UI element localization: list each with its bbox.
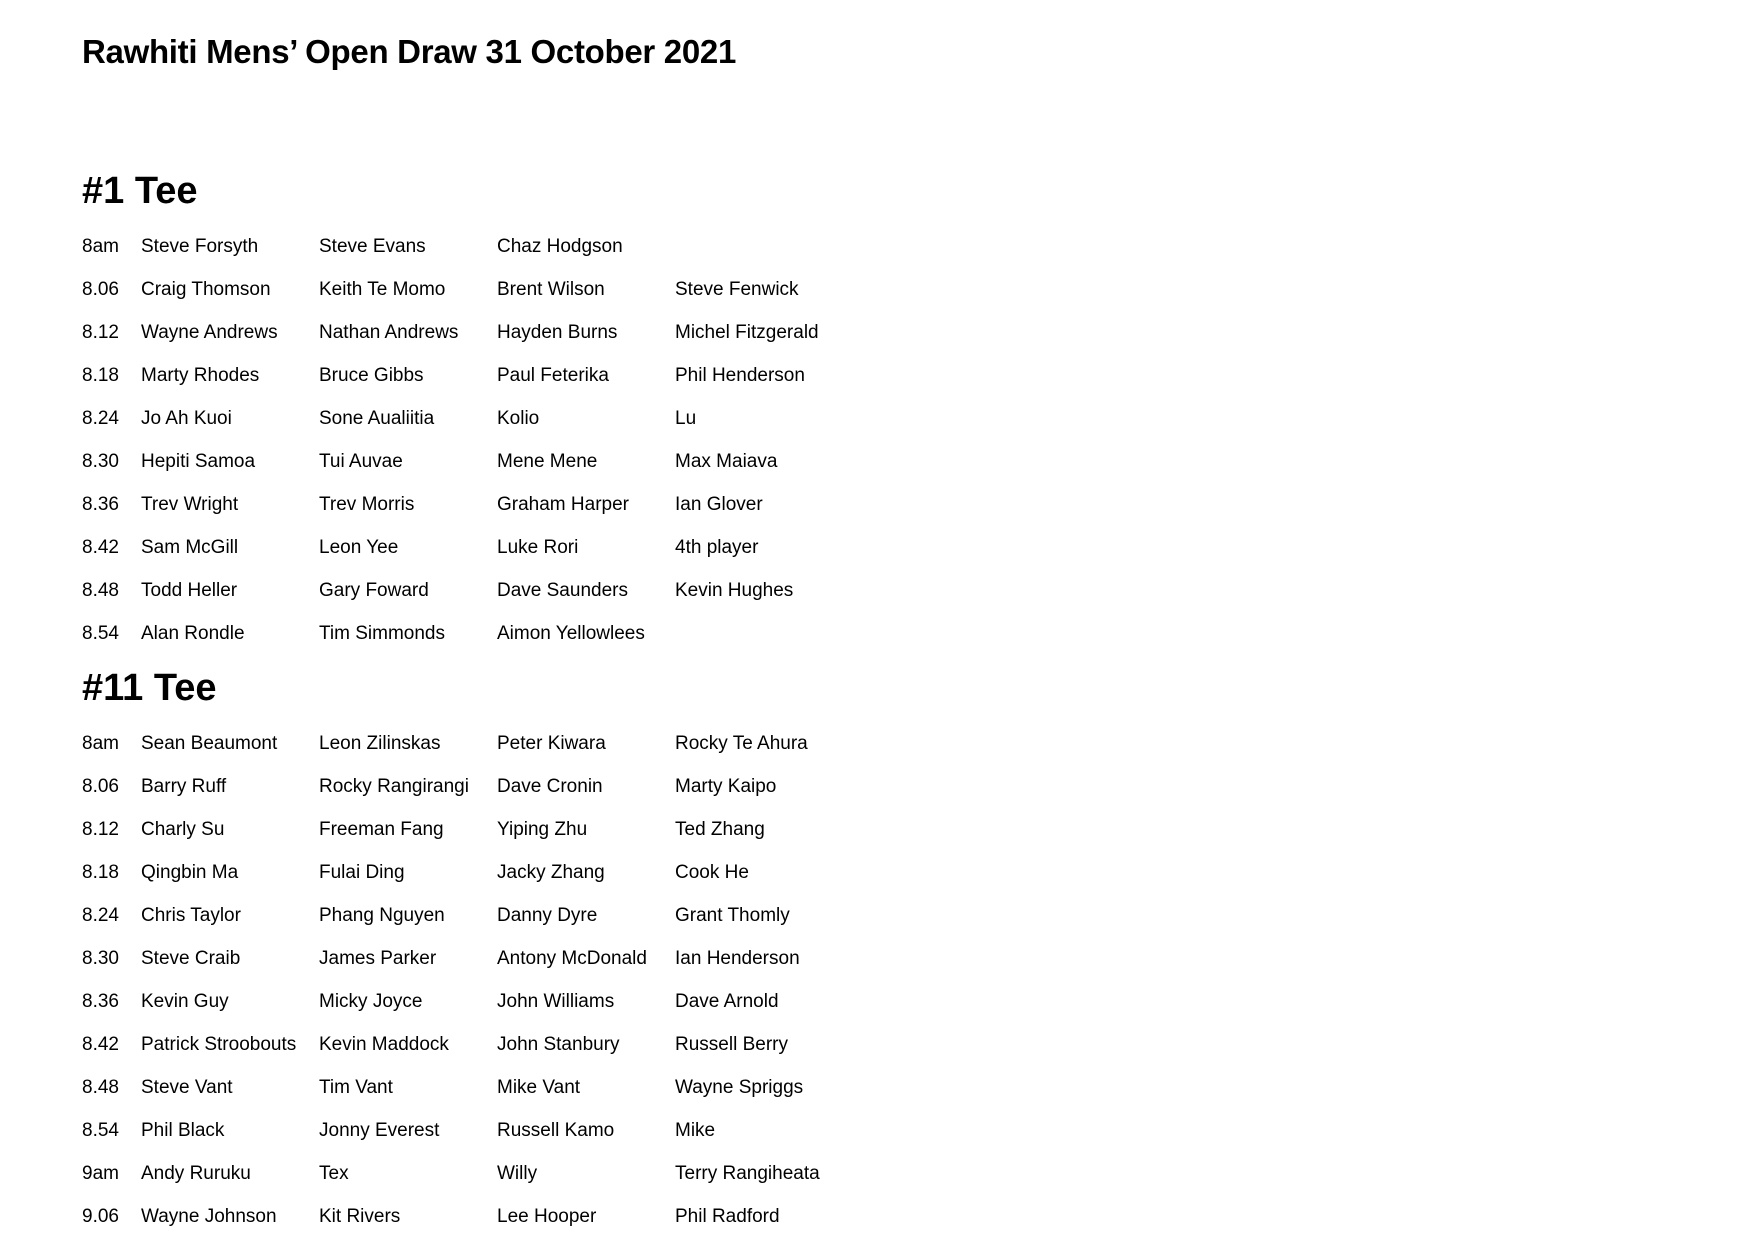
player-name: Lee Hooper bbox=[497, 1205, 597, 1227]
player-name: Kevin Guy bbox=[141, 990, 229, 1012]
player-name: Steve Vant bbox=[141, 1076, 233, 1098]
document-title: Rawhiti Mens’ Open Draw 31 October 2021 bbox=[82, 33, 737, 70]
player-name: Leon Zilinskas bbox=[319, 732, 441, 754]
player-name: Fulai Ding bbox=[319, 861, 405, 883]
tee-time: 8.30 bbox=[82, 947, 119, 969]
table-row bbox=[82, 937, 853, 980]
draw-table-tee-1 bbox=[82, 225, 853, 655]
tee-time: 8am bbox=[82, 235, 119, 257]
player-name: Micky Joyce bbox=[319, 990, 423, 1012]
table-row bbox=[82, 1023, 853, 1066]
table-row bbox=[82, 1066, 853, 1109]
player-name: Marty Rhodes bbox=[141, 364, 260, 386]
tee-time: 8.12 bbox=[82, 818, 119, 840]
player-name: Kevin Hughes bbox=[675, 579, 794, 601]
table-row bbox=[82, 483, 853, 526]
player-name: Steve Forsyth bbox=[141, 235, 259, 257]
player-name: Phil Radford bbox=[675, 1205, 780, 1227]
player-name: Andy Ruruku bbox=[141, 1162, 251, 1184]
player-name: Phil Henderson bbox=[675, 364, 805, 386]
player-name: Wayne Johnson bbox=[141, 1205, 277, 1227]
tee-time: 8.54 bbox=[82, 622, 119, 644]
player-name: Danny Dyre bbox=[497, 904, 598, 926]
player-name: Dave Arnold bbox=[675, 990, 779, 1012]
player-name: Mike Vant bbox=[497, 1076, 581, 1098]
document-page bbox=[82, 28, 1682, 1238]
player-name: James Parker bbox=[319, 947, 437, 969]
table-row bbox=[82, 440, 853, 483]
table-row bbox=[82, 851, 853, 894]
player-name: Antony McDonald bbox=[497, 947, 647, 969]
player-name: Marty Kaipo bbox=[675, 775, 777, 797]
player-name: Yiping Zhu bbox=[497, 818, 588, 840]
table-row bbox=[82, 765, 853, 808]
player-name: Steve Fenwick bbox=[675, 278, 799, 300]
table-row bbox=[82, 569, 853, 612]
section-heading-tee-11: #11 Tee bbox=[82, 667, 217, 709]
section-heading-tee-1: #1 Tee bbox=[82, 170, 198, 212]
player-name: Nathan Andrews bbox=[319, 321, 459, 343]
tee-time: 8.24 bbox=[82, 407, 119, 429]
player-name: Jo Ah Kuoi bbox=[141, 407, 232, 429]
player-name: 4th player bbox=[675, 536, 759, 558]
player-name: Ted Zhang bbox=[675, 818, 765, 840]
player-name: Freeman Fang bbox=[319, 818, 444, 840]
player-name: Hepiti Samoa bbox=[141, 450, 256, 472]
player-name: Todd Heller bbox=[141, 579, 238, 601]
player-name: Tex bbox=[319, 1162, 349, 1184]
player-name: Luke Rori bbox=[497, 536, 579, 558]
player-name: Kolio bbox=[497, 407, 540, 429]
player-name: Willy bbox=[497, 1162, 538, 1184]
player-name: Terry Rangiheata bbox=[675, 1162, 820, 1184]
player-name: Barry Ruff bbox=[141, 775, 227, 797]
player-name: Wayne Spriggs bbox=[675, 1076, 804, 1098]
tee-time: 8.30 bbox=[82, 450, 119, 472]
player-name: Russell Kamo bbox=[497, 1119, 615, 1141]
player-name: Peter Kiwara bbox=[497, 732, 606, 754]
player-name: Tim Simmonds bbox=[319, 622, 445, 644]
player-name: Chris Taylor bbox=[141, 904, 241, 926]
player-name: Gary Foward bbox=[319, 579, 429, 601]
draw-table-body bbox=[82, 722, 853, 1238]
tee-time: 8.48 bbox=[82, 1076, 119, 1098]
player-name bbox=[675, 612, 853, 655]
tee-time: 8.18 bbox=[82, 861, 119, 883]
table-row bbox=[82, 1109, 853, 1152]
player-name: Ian Henderson bbox=[675, 947, 800, 969]
player-name: Craig Thomson bbox=[141, 278, 271, 300]
table-row bbox=[82, 1195, 853, 1238]
player-name: Phang Nguyen bbox=[319, 904, 445, 926]
tee-time: 8.36 bbox=[82, 990, 119, 1012]
player-name: Patrick Stroobouts bbox=[141, 1033, 297, 1055]
player-name: Hayden Burns bbox=[497, 321, 618, 343]
tee-time: 9am bbox=[82, 1162, 119, 1184]
draw-table-body bbox=[82, 225, 853, 655]
player-name: Alan Rondle bbox=[141, 622, 245, 644]
player-name: Tim Vant bbox=[319, 1076, 393, 1098]
tee-time: 8.24 bbox=[82, 904, 119, 926]
table-row bbox=[82, 397, 853, 440]
player-name bbox=[675, 225, 853, 268]
player-name: Kit Rivers bbox=[319, 1205, 401, 1227]
tee-time: 8.48 bbox=[82, 579, 119, 601]
player-name: Rocky Rangirangi bbox=[319, 775, 469, 797]
tee-time: 8am bbox=[82, 732, 119, 754]
player-name: Sone Aualiitia bbox=[319, 407, 435, 429]
tee-time: 8.36 bbox=[82, 493, 119, 515]
player-name: Grant Thomly bbox=[675, 904, 790, 926]
tee-time: 8.54 bbox=[82, 1119, 119, 1141]
table-row bbox=[82, 612, 853, 655]
player-name: Wayne Andrews bbox=[141, 321, 278, 343]
player-name: Phil Black bbox=[141, 1119, 225, 1141]
player-name: Kevin Maddock bbox=[319, 1033, 449, 1055]
table-row bbox=[82, 808, 853, 851]
player-name: Trev Morris bbox=[319, 493, 415, 515]
player-name: Max Maiava bbox=[675, 450, 778, 472]
tee-time: 8.06 bbox=[82, 278, 119, 300]
table-row bbox=[82, 526, 853, 569]
table-row bbox=[82, 1152, 853, 1195]
player-name: Mike bbox=[675, 1119, 716, 1141]
player-name: Chaz Hodgson bbox=[497, 235, 623, 257]
table-row bbox=[82, 980, 853, 1023]
table-row bbox=[82, 311, 853, 354]
player-name: Ian Glover bbox=[675, 493, 763, 515]
player-name: Trev Wright bbox=[141, 493, 239, 515]
player-name: Sam McGill bbox=[141, 536, 239, 558]
player-name: Aimon Yellowlees bbox=[497, 622, 645, 644]
player-name: Mene Mene bbox=[497, 450, 598, 472]
player-name: John Williams bbox=[497, 990, 615, 1012]
player-name: Leon Yee bbox=[319, 536, 399, 558]
player-name: Jonny Everest bbox=[319, 1119, 440, 1141]
table-row bbox=[82, 354, 853, 397]
tee-time: 8.18 bbox=[82, 364, 119, 386]
player-name: Qingbin Ma bbox=[141, 861, 239, 883]
player-name: Lu bbox=[675, 407, 697, 429]
table-row bbox=[82, 722, 853, 765]
player-name: Rocky Te Ahura bbox=[675, 732, 808, 754]
table-row bbox=[82, 894, 853, 937]
player-name: Cook He bbox=[675, 861, 749, 883]
tee-time: 9.06 bbox=[82, 1205, 119, 1227]
player-name: Charly Su bbox=[141, 818, 225, 840]
tee-time: 8.42 bbox=[82, 536, 119, 558]
tee-time: 8.06 bbox=[82, 775, 119, 797]
player-name: Bruce Gibbs bbox=[319, 364, 424, 386]
table-row bbox=[82, 268, 853, 311]
player-name: Tui Auvae bbox=[319, 450, 403, 472]
player-name: Dave Cronin bbox=[497, 775, 603, 797]
draw-table-tee-11 bbox=[82, 722, 853, 1238]
player-name: Jacky Zhang bbox=[497, 861, 605, 883]
player-name: Keith Te Momo bbox=[319, 278, 446, 300]
player-name: Michel Fitzgerald bbox=[675, 321, 819, 343]
player-name: Sean Beaumont bbox=[141, 732, 278, 754]
table-row bbox=[82, 225, 853, 268]
player-name: Brent Wilson bbox=[497, 278, 605, 300]
tee-time: 8.42 bbox=[82, 1033, 119, 1055]
tee-time: 8.12 bbox=[82, 321, 119, 343]
player-name: Steve Craib bbox=[141, 947, 241, 969]
player-name: Paul Feterika bbox=[497, 364, 609, 386]
player-name: Russell Berry bbox=[675, 1033, 788, 1055]
player-name: John Stanbury bbox=[497, 1033, 620, 1055]
player-name: Dave Saunders bbox=[497, 579, 628, 601]
player-name: Graham Harper bbox=[497, 493, 629, 515]
player-name: Steve Evans bbox=[319, 235, 426, 257]
